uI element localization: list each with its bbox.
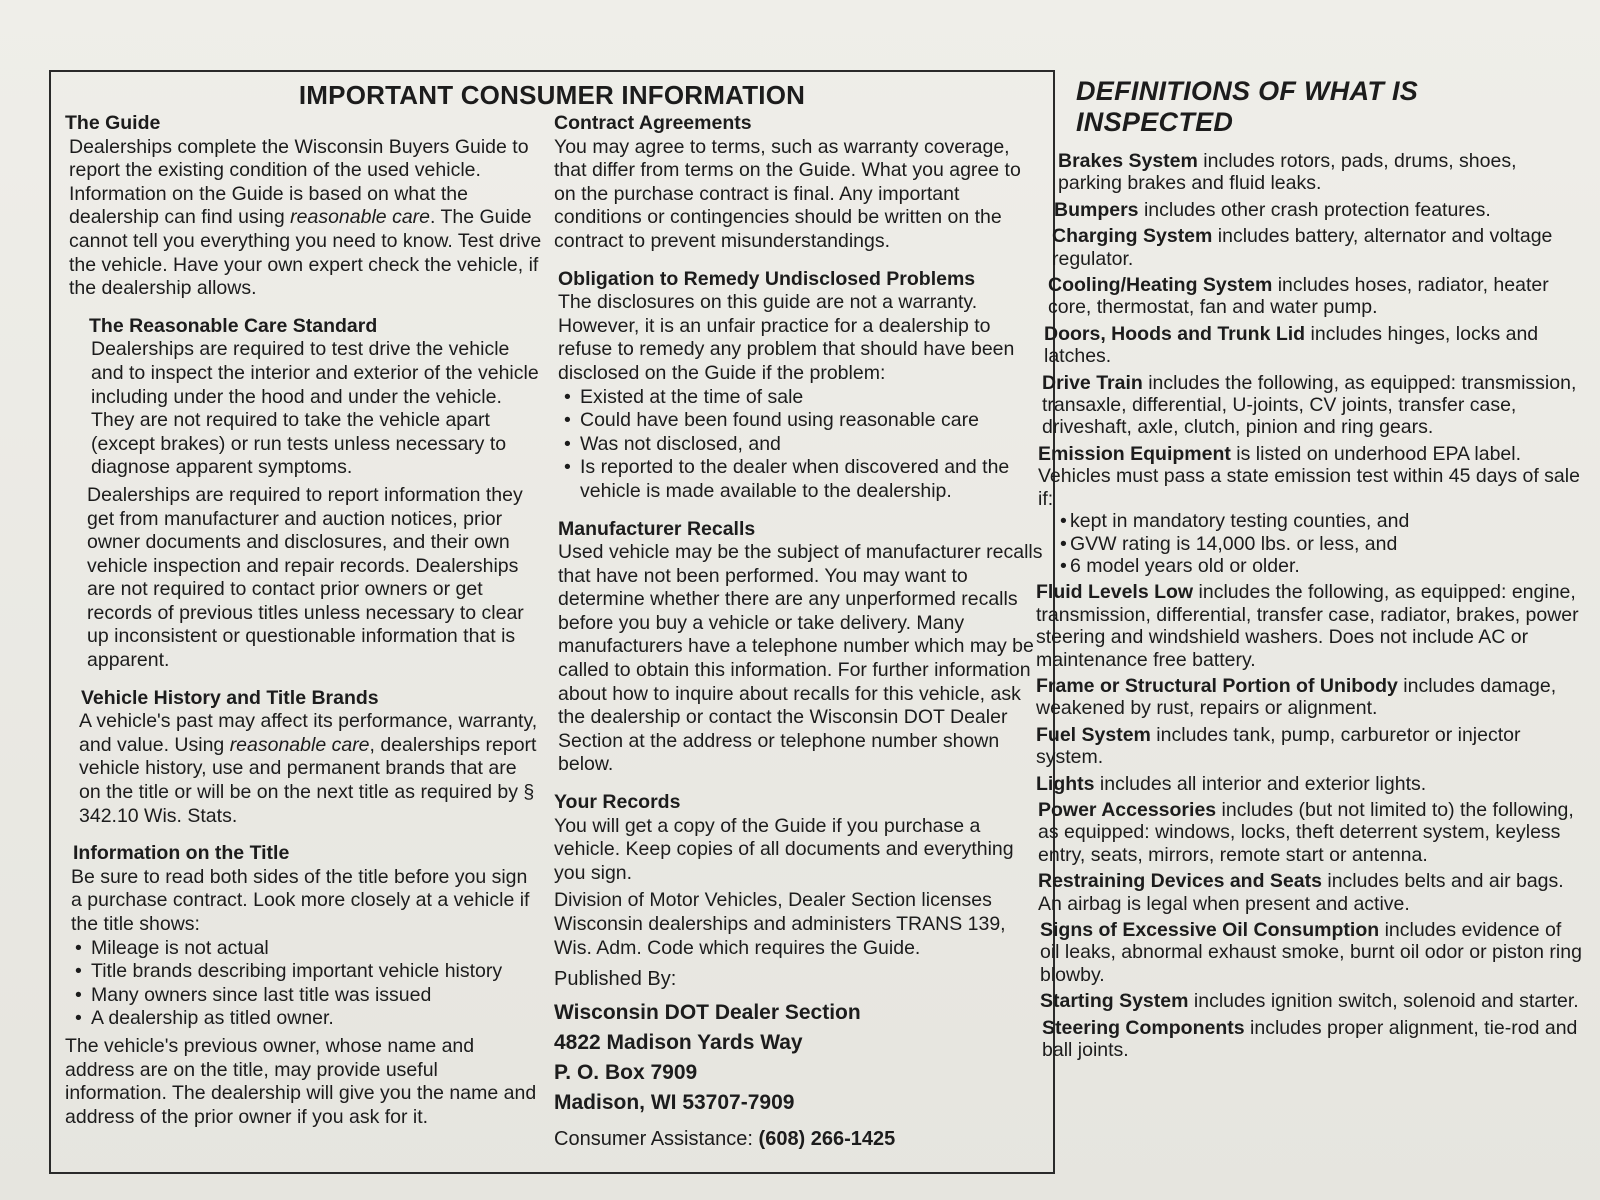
definition-item bbox=[1036, 773, 1582, 795]
publisher-address bbox=[554, 998, 1044, 1118]
records-paragraph-2: Division of Motor Vehicles, Dealer Section licenses Wisconsin dealerships and administers TRANS 139, Wis. Adm. Code which requires the Guide. bbox=[554, 889, 1006, 959]
definition-item bbox=[1038, 799, 1582, 866]
published-by-label: Published By: bbox=[554, 968, 677, 991]
definition-term: Doors, Hoods and Trunk Lid bbox=[1044, 322, 1306, 345]
consumer-assistance-phone: (608) 266-1425 bbox=[758, 1127, 896, 1150]
definition-item bbox=[1042, 372, 1582, 439]
definition-text: includes battery, alternator and voltage regulator. bbox=[1052, 225, 1553, 270]
consumer-info-column-left bbox=[65, 112, 543, 1129]
definition-item bbox=[1052, 225, 1582, 270]
title-info-heading: Information on the Title bbox=[73, 842, 290, 865]
definition-item bbox=[1048, 274, 1582, 319]
definition-item bbox=[1054, 199, 1582, 221]
guide-text-b: . bbox=[430, 206, 436, 229]
definition-text: includes the following, as equipped: engine, transmission, differential, transfer case, radiator, brakes, power steering and windshield washers. Does not include AC or maintenance free battery. bbox=[1036, 581, 1579, 671]
definition-item bbox=[1036, 675, 1582, 720]
emission-conditions-list bbox=[1038, 510, 1582, 577]
list-item: • Title brands describing important vehicle history bbox=[73, 960, 543, 984]
consumer-assistance bbox=[554, 1128, 1044, 1152]
title-info-list bbox=[65, 937, 543, 1031]
definition-term: Fluid Levels Low bbox=[1036, 581, 1194, 604]
publisher-city: Madison, WI 53707-7909 bbox=[554, 1090, 795, 1114]
guide-text-a: Dealerships complete the Wisconsin Buyers Guide to report the existing condition of the used vehicle. Information on the Guide is based on what the dealership can find using bbox=[69, 135, 529, 229]
recalls-heading: Manufacturer Recalls bbox=[558, 517, 756, 540]
definitions-list bbox=[1036, 150, 1582, 1062]
definition-term: Power Accessories bbox=[1038, 798, 1217, 821]
obligation-heading: Obligation to Remedy Undisclosed Problems bbox=[558, 267, 976, 290]
definition-item bbox=[1038, 870, 1582, 915]
list-item: • kept in mandatory testing counties, and bbox=[1060, 510, 1582, 532]
consumer-info-column-right bbox=[554, 112, 1044, 1151]
definition-item bbox=[1040, 990, 1582, 1012]
consumer-info-title: IMPORTANT CONSUMER INFORMATION bbox=[298, 80, 806, 110]
history-text-b: , dealerships report vehicle history, use and permanent brands that are on the title or will be on the next title as required by § 342.10 Wis. Stats. bbox=[79, 733, 537, 827]
definition-term: Drive Train bbox=[1042, 371, 1143, 394]
guide-paragraph bbox=[65, 136, 543, 301]
definition-item bbox=[1036, 724, 1582, 769]
guide-text-emphasis: reasonable care bbox=[290, 206, 430, 229]
definition-term: Charging System bbox=[1052, 225, 1213, 248]
guide-heading: The Guide bbox=[65, 112, 161, 134]
definition-text: includes rotors, pads, drums, shoes, parking brakes and fluid leaks. bbox=[1058, 150, 1517, 195]
definition-text: includes other crash protection features. bbox=[1138, 198, 1491, 221]
obligation-paragraph: The disclosures on this guide are not a warranty. However, it is an unfair practice for a dealership to refuse to remedy any problem that should have been disclosed on the Guide if the problem: bbox=[558, 291, 1015, 384]
definition-text: includes proper alignment, tie-rod and ball joints. bbox=[1042, 1016, 1578, 1062]
obligation-list bbox=[554, 386, 1044, 504]
contract-heading: Contract Agreements bbox=[554, 112, 752, 134]
publisher-street: 4822 Madison Yards Way bbox=[554, 1030, 803, 1054]
care-paragraph-1: Dealerships are required to test drive the vehicle and to inspect the interior and exterior of the vehicle including under the hood and under the vehicle. They are not required to take the vehicle apart (except brakes) or run tests unless necessary to diagnose apparent symptoms. bbox=[91, 338, 539, 479]
definition-term: Emission Equipment bbox=[1038, 442, 1231, 465]
definition-text: includes all interior and exterior lights. bbox=[1094, 772, 1427, 795]
history-text-emphasis: reasonable care bbox=[229, 733, 370, 756]
records-heading: Your Records bbox=[554, 791, 681, 814]
definition-term: Frame or Structural Portion of Unibody bbox=[1036, 674, 1398, 697]
definition-text: includes (but not limited to) the following, as equipped: windows, locks, theft deterrent system, keyless entry, seats, mirrors, remote start or antenna. bbox=[1038, 798, 1574, 866]
title-info-paragraph-1: Be sure to read both sides of the title before you sign a purchase contract. Look more closely at a vehicle if the title shows: bbox=[71, 865, 530, 935]
definition-text: includes evidence of oil leaks, abnormal exhaust smoke, burnt oil odor or piston ring blowby. bbox=[1040, 919, 1582, 986]
definition-text: includes hoses, radiator, heater core, thermostat, fan and water pump. bbox=[1048, 274, 1549, 319]
list-item: • Many owners since last title was issued bbox=[73, 984, 543, 1008]
consumer-info-box bbox=[49, 70, 1055, 1174]
definition-term: Brakes System bbox=[1058, 150, 1198, 172]
definition-term: Lights bbox=[1036, 772, 1095, 795]
care-heading: The Reasonable Care Standard bbox=[89, 314, 378, 337]
list-item: • Was not disclosed, and bbox=[562, 433, 1044, 457]
definition-term: Steering Components bbox=[1042, 1016, 1245, 1039]
list-item: • 6 model years old or older. bbox=[1060, 555, 1582, 577]
list-item: • Existed at the time of sale bbox=[562, 386, 1044, 410]
consumer-assistance-label: Consumer Assistance: bbox=[554, 1127, 759, 1150]
history-text-a: A vehicle's past may affect its performance, warranty, and value. Using bbox=[79, 710, 538, 756]
definition-term: Signs of Excessive Oil Consumption bbox=[1040, 919, 1380, 941]
guide-text-c: The Guide cannot tell you everything you need to know. Test drive the vehicle. Have your own expert check the vehicle, if the dealership allows. bbox=[69, 206, 542, 300]
title-info-paragraph-2: The vehicle's previous owner, whose name and address are on the title, may provide useful information. The dealership will give you the name and address of the prior owner if you ask for it. bbox=[65, 1034, 537, 1128]
list-item: • A dealership as titled owner. bbox=[73, 1007, 543, 1031]
definition-term: Starting System bbox=[1040, 990, 1189, 1013]
definition-item bbox=[1040, 919, 1582, 986]
definition-text: includes hinges, locks and latches. bbox=[1044, 322, 1539, 368]
definition-text: includes tank, pump, carburetor or injector system. bbox=[1036, 723, 1521, 769]
definition-term: Cooling/Heating System bbox=[1048, 274, 1273, 297]
records-paragraph-1: You will get a copy of the Guide if you purchase a vehicle. Keep copies of all documents and everything you sign. bbox=[554, 814, 1014, 884]
care-paragraph-2: Dealerships are required to report information they get from manufacturer and auction notices, prior owner documents and disclosures, and their own vehicle inspection and repair records. Dealerships are not required to contact prior owners or get records of previous titles unless necessary to clear up inconsistent or questionable information that is apparent. bbox=[87, 483, 524, 672]
definition-item bbox=[1044, 323, 1582, 368]
definition-text: includes the following, as equipped: transmission, transaxle, differential, U-joints, CV joints, transfer case, driveshaft, axle, clutch, pinion and ring gears. bbox=[1042, 371, 1577, 439]
definition-item bbox=[1042, 1017, 1582, 1062]
list-item: • Could have been found using reasonable care bbox=[562, 409, 1044, 433]
recalls-paragraph: Used vehicle may be the subject of manufacturer recalls that have not been performed. You may want to determine whether there are any unperformed recalls before you buy a vehicle or take delivery. Many manufacturers have a telephone number which may be called to obtain this information. For further information about how to inquire about recalls for this vehicle, ask the dealership or contact the Wisconsin DOT Dealer Section at the address or telephone number shown below. bbox=[558, 541, 1043, 776]
definitions-section bbox=[1036, 76, 1582, 1065]
list-item: • Mileage is not actual bbox=[73, 937, 543, 961]
definition-item bbox=[1058, 150, 1582, 195]
contract-paragraph: You may agree to terms, such as warranty coverage, that differ from terms on the Guide. What you agree to on the purchase contract is final. Any important conditions or contingencies should be written on the contract to prevent misunderstandings. bbox=[554, 135, 1021, 252]
definition-text: includes ignition switch, solenoid and starter. bbox=[1188, 990, 1579, 1013]
definition-text: includes belts and air bags. An airbag is legal when present and active. bbox=[1038, 870, 1564, 915]
definition-term: Bumpers bbox=[1054, 198, 1139, 221]
definition-item bbox=[1036, 581, 1582, 671]
list-item: • Is reported to the dealer when discovered and the vehicle is made available to the dealership. bbox=[562, 456, 1044, 503]
history-heading: Vehicle History and Title Brands bbox=[81, 686, 379, 709]
history-paragraph bbox=[65, 710, 543, 828]
definition-text: includes damage, weakened by rust, repairs or alignment. bbox=[1036, 674, 1557, 720]
list-item: • GVW rating is 14,000 lbs. or less, and bbox=[1060, 533, 1582, 555]
publisher-name: Wisconsin DOT Dealer Section bbox=[554, 1000, 861, 1024]
definition-term: Fuel System bbox=[1036, 723, 1151, 746]
definition-term: Restraining Devices and Seats bbox=[1038, 870, 1322, 893]
definitions-title: DEFINITIONS OF WHAT IS INSPECTED bbox=[1076, 76, 1419, 137]
definition-text: is listed on underhood EPA label. Vehicles must pass a state emission test within 45 days of sale if: bbox=[1038, 442, 1580, 510]
publisher-po-box: P. O. Box 7909 bbox=[554, 1060, 698, 1084]
definition-item bbox=[1038, 443, 1582, 577]
